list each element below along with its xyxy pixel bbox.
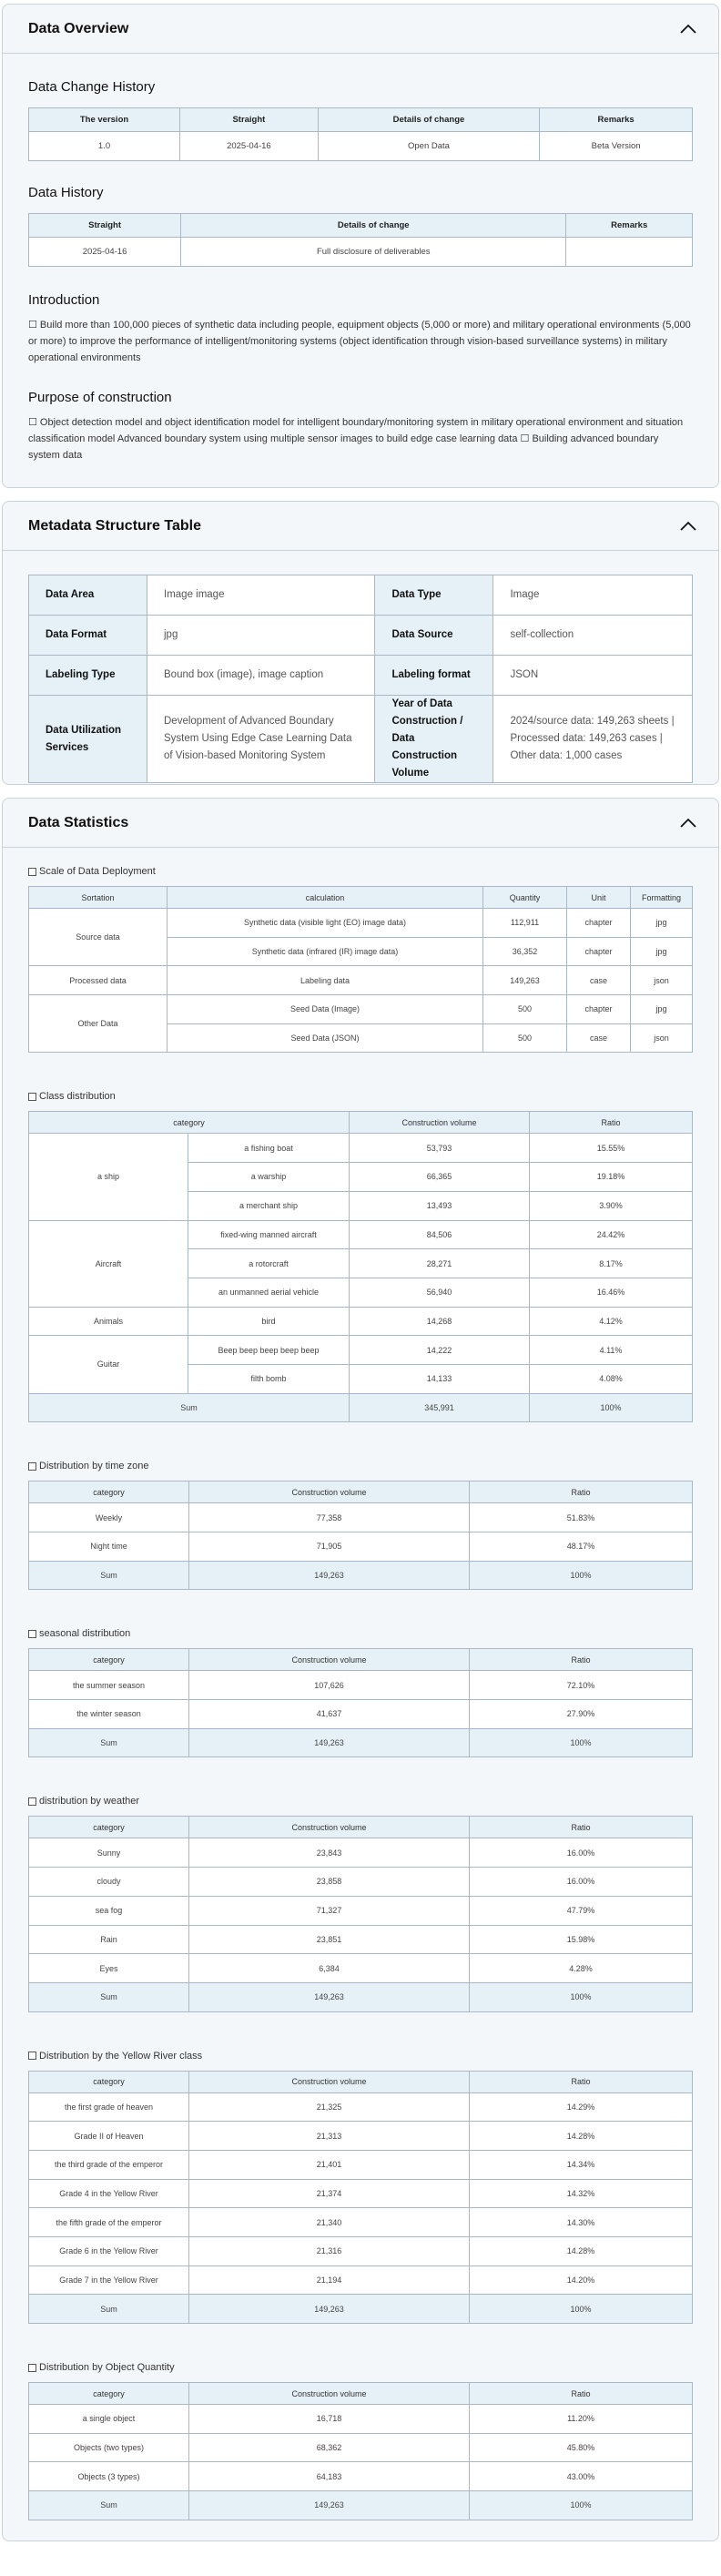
table-row <box>29 238 693 267</box>
table-cell: 14.20% <box>470 2265 693 2295</box>
sum-row <box>29 1561 693 1590</box>
statistics-header[interactable] <box>3 799 718 848</box>
table-cell: 68,362 <box>189 2433 470 2462</box>
table-header: Ratio <box>470 1649 693 1671</box>
table-cell: Sum <box>29 1982 189 2011</box>
section-label: Scale of Data Deployment <box>39 866 156 877</box>
table-cell: Open Data <box>318 132 540 161</box>
table-cell: 21,194 <box>189 2265 470 2295</box>
table-cell: the summer season <box>29 1671 189 1700</box>
section-heading: Data Change History <box>28 79 156 95</box>
table-row <box>29 1925 693 1954</box>
class-dist-title <box>28 1091 693 1102</box>
table-cell: 107,626 <box>189 1671 470 1700</box>
table-cell: Synthetic data (infrared (IR) image data) <box>168 937 483 966</box>
table-cell: 14.34% <box>470 2150 693 2179</box>
table-cell: 45.80% <box>470 2433 693 2462</box>
table-header: Construction volume <box>189 2071 470 2092</box>
table-cell: 14.32% <box>470 2179 693 2208</box>
table-cell: an unmanned aerial vehicle <box>188 1278 350 1307</box>
table-row <box>29 1700 693 1729</box>
meta-value: jpg <box>147 616 375 656</box>
table-header: category <box>29 1649 189 1671</box>
table-header: Construction volume <box>189 2383 470 2405</box>
change-history-table <box>28 107 693 161</box>
checkbox-icon <box>28 1797 36 1806</box>
table-cell: 149,263 <box>189 2491 470 2520</box>
table-cell: 21,401 <box>189 2150 470 2179</box>
table-cell: the third grade of the emperor <box>29 2150 189 2179</box>
section-label: seasonal distribution <box>39 1628 131 1640</box>
table-cell: 36,352 <box>483 937 567 966</box>
scale-table <box>28 886 693 1053</box>
table-cell: 14.28% <box>470 2237 693 2266</box>
meta-key: Data Format <box>29 616 147 656</box>
seasonal-title <box>28 1628 693 1639</box>
table-cell: 23,843 <box>189 1838 470 1868</box>
meta-key: Year of Data Construction / Data Construction Volume <box>375 696 493 783</box>
river-class-title <box>28 2051 693 2062</box>
table-row <box>29 1134 693 1163</box>
table-cell: 1.0 <box>29 132 180 161</box>
table-cell: 14,268 <box>350 1307 530 1336</box>
table-row <box>29 1503 693 1532</box>
table-cell: 100% <box>470 2295 693 2324</box>
table-cell: 3.90% <box>530 1191 693 1220</box>
table-cell: a single object <box>29 2405 189 2434</box>
checkbox-icon <box>28 2052 36 2060</box>
table-cell: 53,793 <box>350 1134 530 1163</box>
table-cell: 4.08% <box>530 1364 693 1393</box>
river-class-table <box>28 2071 693 2325</box>
table-cell: 11.20% <box>470 2405 693 2434</box>
table-cell: cloudy <box>29 1868 189 1897</box>
table-cell: 4.11% <box>530 1336 693 1365</box>
table-cell: Guitar <box>29 1336 188 1393</box>
meta-value: self-collection <box>493 616 693 656</box>
checkbox-icon <box>28 1630 36 1638</box>
object-qty-title <box>28 2362 693 2373</box>
section-heading: Data History <box>28 185 104 200</box>
meta-key: Data Source <box>375 616 493 656</box>
table-header: Construction volume <box>189 1481 470 1503</box>
table-cell: 149,263 <box>483 966 567 995</box>
panel-title: Metadata Structure Table <box>28 517 201 534</box>
table-cell: Grade 7 in the Yellow River <box>29 2265 189 2295</box>
table-cell: a ship <box>29 1134 188 1220</box>
table-header: Quantity <box>483 887 567 909</box>
table-cell: 149,263 <box>189 1561 470 1590</box>
data-overview-panel <box>2 4 719 488</box>
table-cell: Sum <box>29 2295 189 2324</box>
metadata-header[interactable] <box>3 502 718 551</box>
table-row <box>29 2092 693 2122</box>
sum-row <box>29 2295 693 2324</box>
table-cell: 21,325 <box>189 2092 470 2122</box>
chevron-up-icon[interactable] <box>678 813 698 833</box>
table-row <box>29 995 693 1024</box>
table-cell: Objects (two types) <box>29 2433 189 2462</box>
section-label: Distribution by Object Quantity <box>39 2362 175 2374</box>
table-header: Ratio <box>470 2383 693 2405</box>
sum-row <box>29 2491 693 2520</box>
weather-title <box>28 1796 693 1807</box>
table-cell: 48.17% <box>470 1532 693 1562</box>
table-cell: 2025-04-16 <box>180 132 319 161</box>
table-header: Straight <box>29 214 181 238</box>
table-cell: the fifth grade of the emperor <box>29 2208 189 2237</box>
table-header: Construction volume <box>189 1649 470 1671</box>
table-header: Ratio <box>470 2071 693 2092</box>
checkbox-icon <box>28 868 36 876</box>
scale-title <box>28 866 693 877</box>
table-cell: 2025-04-16 <box>29 238 181 267</box>
table-cell: Sum <box>29 1561 189 1590</box>
table-header: Formatting <box>631 887 693 909</box>
meta-value: Bound box (image), image caption <box>147 656 375 696</box>
table-cell: 64,183 <box>189 2462 470 2491</box>
table-row <box>29 1868 693 1897</box>
table-cell: 149,263 <box>189 2295 470 2324</box>
table-row <box>29 2150 693 2179</box>
meta-key: Data Area <box>29 575 147 616</box>
table-cell: 23,851 <box>189 1925 470 1954</box>
table-cell: a warship <box>188 1163 350 1192</box>
table-cell: 149,263 <box>189 1982 470 2011</box>
sum-row <box>29 1982 693 2011</box>
meta-value: JSON <box>493 656 693 696</box>
section-heading: Purpose of construction <box>28 390 172 405</box>
table-header: The version <box>29 108 180 132</box>
table-cell: 100% <box>470 2491 693 2520</box>
table-cell: chapter <box>567 909 631 938</box>
table-cell: json <box>631 966 693 995</box>
table-row <box>29 1954 693 1983</box>
table-cell: a merchant ship <box>188 1191 350 1220</box>
table-cell: 14,133 <box>350 1364 530 1393</box>
table-header: category <box>29 1817 189 1838</box>
table-cell: 41,637 <box>189 1700 470 1729</box>
table-cell: 16.46% <box>530 1278 693 1307</box>
meta-key: Labeling format <box>375 656 493 696</box>
chevron-up-icon[interactable] <box>678 516 698 536</box>
table-cell: Beta Version <box>540 132 693 161</box>
table-row <box>29 696 693 783</box>
section-heading: Introduction <box>28 292 100 308</box>
meta-key: Data Utilization Services <box>29 696 147 783</box>
table-cell: 100% <box>470 1728 693 1757</box>
table-cell: 21,316 <box>189 2237 470 2266</box>
table-cell: Grade 6 in the Yellow River <box>29 2237 189 2266</box>
table-row <box>29 1532 693 1562</box>
table-cell: Grade II of Heaven <box>29 2122 189 2151</box>
table-cell: Sunny <box>29 1838 189 1868</box>
table-row <box>29 1896 693 1925</box>
section-label: Class distribution <box>39 1091 116 1103</box>
chevron-up-icon[interactable] <box>678 19 698 39</box>
table-cell: 100% <box>530 1393 693 1422</box>
table-header: Remarks <box>540 108 693 132</box>
table-cell: 27.90% <box>470 1700 693 1729</box>
seasonal-table <box>28 1648 693 1757</box>
table-cell: 23,858 <box>189 1868 470 1897</box>
table-cell: Other Data <box>29 995 168 1053</box>
class-dist-table <box>28 1111 693 1422</box>
table-row <box>29 1671 693 1700</box>
table-row <box>29 656 693 696</box>
meta-value: Image image <box>147 575 375 616</box>
table-cell: Seed Data (JSON) <box>168 1023 483 1053</box>
table-cell: 4.12% <box>530 1307 693 1336</box>
checkbox-icon <box>28 1462 36 1471</box>
table-cell: 15.98% <box>470 1925 693 1954</box>
table-cell: 43.00% <box>470 2462 693 2491</box>
table-cell: a fishing boat <box>188 1134 350 1163</box>
sum-row <box>29 1728 693 1757</box>
table-cell: Seed Data (Image) <box>168 995 483 1024</box>
table-row <box>29 2237 693 2266</box>
table-cell: Animals <box>29 1307 188 1336</box>
table-header: category <box>29 1112 350 1134</box>
section-label: Distribution by the Yellow River class <box>39 2050 203 2062</box>
table-cell: case <box>567 966 631 995</box>
table-cell: Labeling data <box>168 966 483 995</box>
table-cell: 21,313 <box>189 2122 470 2151</box>
table-header: Construction volume <box>189 1817 470 1838</box>
table-cell: Aircraft <box>29 1220 188 1307</box>
table-row <box>29 2462 693 2491</box>
table-cell: Processed data <box>29 966 168 995</box>
table-cell: Sum <box>29 1728 189 1757</box>
table-cell: 21,340 <box>189 2208 470 2237</box>
table-row <box>29 1336 693 1365</box>
table-row <box>29 966 693 995</box>
table-row <box>29 616 693 656</box>
meta-key: Data Type <box>375 575 493 616</box>
panel-title: Data Statistics <box>28 814 129 830</box>
table-header: Ratio <box>470 1481 693 1503</box>
metadata-panel <box>2 501 719 785</box>
table-row <box>29 2265 693 2295</box>
table-header: Details of change <box>181 214 566 238</box>
table-cell: 51.83% <box>470 1503 693 1532</box>
table-cell: 28,271 <box>350 1249 530 1278</box>
table-cell: 100% <box>470 1982 693 2011</box>
table-header: Construction volume <box>350 1112 530 1134</box>
table-cell: 500 <box>483 1023 567 1053</box>
table-cell: 21,374 <box>189 2179 470 2208</box>
meta-value: 2024/source data: 149,263 sheets | Processed data: 149,263 cases | Other data: 1,000 cases <box>493 696 693 783</box>
table-header: Details of change <box>318 108 540 132</box>
table-cell: Night time <box>29 1532 189 1562</box>
table-cell: Sum <box>29 1393 350 1422</box>
table-row <box>29 1220 693 1249</box>
table-cell: 47.79% <box>470 1896 693 1925</box>
data-statistics-panel <box>2 798 719 2541</box>
meta-value: Development of Advanced Boundary System Using Edge Case Learning Data of Vision-based Monitoring System <box>147 696 375 783</box>
table-cell: the winter season <box>29 1700 189 1729</box>
table-cell: Weekly <box>29 1503 189 1532</box>
table-cell: Eyes <box>29 1954 189 1983</box>
table-cell: 19.18% <box>530 1163 693 1192</box>
object-qty-table <box>28 2382 693 2520</box>
table-cell: chapter <box>567 995 631 1024</box>
table-cell: 14,222 <box>350 1336 530 1365</box>
table-row <box>29 2433 693 2462</box>
table-cell: 6,384 <box>189 1954 470 1983</box>
table-cell: Full disclosure of deliverables <box>181 238 566 267</box>
checkbox-icon <box>28 1093 36 1101</box>
section-label: distribution by weather <box>39 1796 140 1807</box>
meta-value: Image <box>493 575 693 616</box>
table-cell: 4.28% <box>470 1954 693 1983</box>
table-cell: filth bomb <box>188 1364 350 1393</box>
table-cell: 71,905 <box>189 1532 470 1562</box>
table-cell: 500 <box>483 995 567 1024</box>
time-zone-table <box>28 1481 693 1590</box>
data-overview-header[interactable] <box>3 5 718 54</box>
table-cell <box>566 238 693 267</box>
table-cell: 56,940 <box>350 1278 530 1307</box>
sum-row <box>29 1393 693 1422</box>
table-header: Ratio <box>470 1817 693 1838</box>
table-row <box>29 2122 693 2151</box>
table-header: Ratio <box>530 1112 693 1134</box>
time-zone-title <box>28 1461 693 1471</box>
table-cell: a rotorcraft <box>188 1249 350 1278</box>
table-cell: 14.28% <box>470 2122 693 2151</box>
table-row <box>29 1838 693 1868</box>
table-cell: 149,263 <box>189 1728 470 1757</box>
table-cell: 14.29% <box>470 2092 693 2122</box>
table-cell: Objects (3 types) <box>29 2462 189 2491</box>
data-history-table <box>28 213 693 267</box>
table-cell: Source data <box>29 909 168 966</box>
table-cell: json <box>631 1023 693 1053</box>
table-header: Straight <box>180 108 319 132</box>
table-header: calculation <box>168 887 483 909</box>
table-cell: 8.17% <box>530 1249 693 1278</box>
table-cell: chapter <box>567 937 631 966</box>
table-cell: 84,506 <box>350 1220 530 1249</box>
table-header: Sortation <box>29 887 168 909</box>
checkbox-icon <box>28 2364 36 2372</box>
table-header: category <box>29 2383 189 2405</box>
table-cell: Synthetic data (visible light (EO) image data) <box>168 909 483 938</box>
table-cell: jpg <box>631 995 693 1024</box>
table-row <box>29 2179 693 2208</box>
table-cell: 13,493 <box>350 1191 530 1220</box>
table-row <box>29 1307 693 1336</box>
table-cell: jpg <box>631 937 693 966</box>
table-header: Unit <box>567 887 631 909</box>
table-header: Remarks <box>566 214 693 238</box>
table-row <box>29 2208 693 2237</box>
table-cell: Sum <box>29 2491 189 2520</box>
table-cell: case <box>567 1023 631 1053</box>
table-header: category <box>29 2071 189 2092</box>
panel-title: Data Overview <box>28 20 129 36</box>
table-row <box>29 132 693 161</box>
table-cell: sea fog <box>29 1896 189 1925</box>
table-cell: 14.30% <box>470 2208 693 2237</box>
table-cell: 24.42% <box>530 1220 693 1249</box>
table-row <box>29 909 693 938</box>
table-cell: 15.55% <box>530 1134 693 1163</box>
table-cell: 66,365 <box>350 1163 530 1192</box>
meta-key: Labeling Type <box>29 656 147 696</box>
table-cell: Grade 4 in the Yellow River <box>29 2179 189 2208</box>
purpose-text: ☐ Object detection model and object identification model for intelligent boundary/monitoring system in military operational environment and situation classification model Advanced boundary system using multiple sensor images to build edge case learning data ☐ Building advanced boundary system data <box>28 417 684 461</box>
table-cell: 16.00% <box>470 1868 693 1897</box>
table-cell: fixed-wing manned aircraft <box>188 1220 350 1249</box>
table-cell: 72.10% <box>470 1671 693 1700</box>
table-cell: Beep beep beep beep beep <box>188 1336 350 1365</box>
table-header: category <box>29 1481 189 1503</box>
table-cell: bird <box>188 1307 350 1336</box>
table-cell: 112,911 <box>483 909 567 938</box>
table-cell: 16,718 <box>189 2405 470 2434</box>
table-cell: 100% <box>470 1561 693 1590</box>
table-cell: Rain <box>29 1925 189 1954</box>
table-cell: jpg <box>631 909 693 938</box>
table-cell: 77,358 <box>189 1503 470 1532</box>
section-label: Distribution by time zone <box>39 1461 149 1472</box>
table-cell: the first grade of heaven <box>29 2092 189 2122</box>
table-cell: 16.00% <box>470 1838 693 1868</box>
table-row <box>29 2405 693 2434</box>
table-row <box>29 575 693 616</box>
table-cell: 345,991 <box>350 1393 530 1422</box>
metadata-table <box>28 575 693 783</box>
weather-table <box>28 1816 693 2011</box>
table-cell: 71,327 <box>189 1896 470 1925</box>
introduction-text: ☐ Build more than 100,000 pieces of synthetic data including people, equipment objects (5,000 or more) and military operational environments (5,000 or more) to improve the performance of intelligent/monitoring systems (object identification through vision-based surveillance systems) in military operational environments <box>28 320 691 363</box>
